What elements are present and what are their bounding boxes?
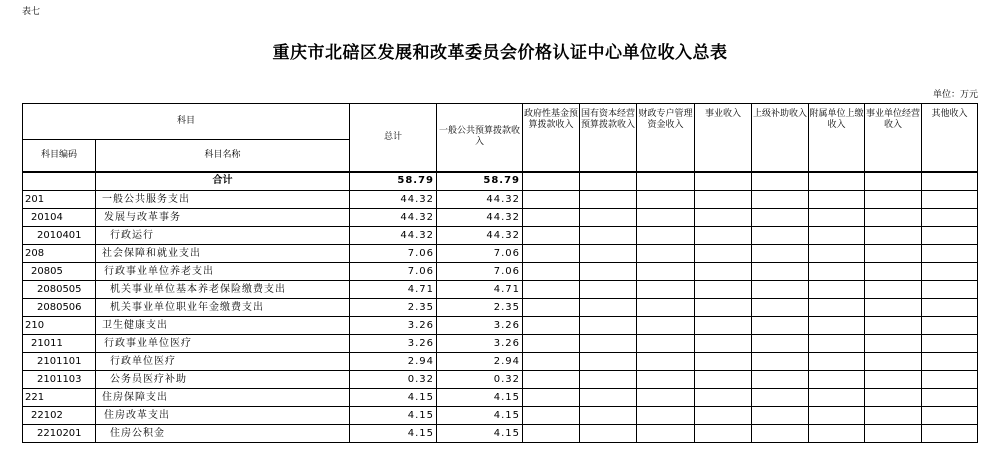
empty-cell — [922, 191, 978, 209]
subject-name: 住房改革支出 — [96, 407, 350, 425]
empty-cell — [865, 299, 922, 317]
empty-cell — [695, 209, 752, 227]
empty-cell — [922, 371, 978, 389]
table-row — [23, 209, 978, 227]
table-row — [23, 371, 978, 389]
header-total: 总计 — [350, 104, 437, 172]
header-code: 科目编码 — [23, 140, 96, 172]
empty-cell — [695, 281, 752, 299]
subject-code: 20805 — [23, 263, 96, 281]
empty-cell — [695, 317, 752, 335]
table-row — [23, 191, 978, 209]
table-row — [23, 425, 978, 443]
empty-cell — [695, 371, 752, 389]
empty-cell — [752, 227, 809, 245]
empty-cell — [523, 191, 580, 209]
amount-general-budget: 2.94 — [437, 353, 523, 371]
header-affiliated: 附属单位上缴收入 — [809, 104, 865, 172]
empty-cell — [580, 425, 637, 443]
empty-cell — [865, 245, 922, 263]
amount-total: 44.32 — [350, 191, 437, 209]
empty-cell — [637, 335, 695, 353]
empty-cell — [809, 191, 865, 209]
subject-code: 2101101 — [23, 353, 96, 371]
empty-cell — [637, 281, 695, 299]
amount-general-budget: 44.32 — [437, 191, 523, 209]
empty-cell — [695, 353, 752, 371]
subject-code: 2210201 — [23, 425, 96, 443]
table-row — [23, 299, 978, 317]
empty-cell — [752, 191, 809, 209]
empty-cell — [752, 263, 809, 281]
empty-cell — [809, 317, 865, 335]
empty-cell — [922, 407, 978, 425]
empty-cell — [752, 245, 809, 263]
empty-cell — [695, 335, 752, 353]
header-other: 其他收入 — [922, 104, 978, 172]
empty-cell — [523, 317, 580, 335]
subject-code: 210 — [23, 317, 96, 335]
total-amount: 58.79 — [350, 172, 437, 191]
empty-cell — [865, 389, 922, 407]
header-subject: 科目 — [23, 104, 350, 140]
empty-cell — [752, 209, 809, 227]
empty-cell — [809, 335, 865, 353]
amount-total: 3.26 — [350, 317, 437, 335]
total-general-budget: 58.79 — [437, 172, 523, 191]
empty-cell — [865, 209, 922, 227]
empty-cell — [752, 299, 809, 317]
empty-cell — [865, 371, 922, 389]
table-row — [23, 353, 978, 371]
table-row — [23, 389, 978, 407]
empty-cell — [809, 371, 865, 389]
table-row — [23, 407, 978, 425]
empty-cell — [809, 407, 865, 425]
empty-cell — [580, 245, 637, 263]
empty-cell — [695, 227, 752, 245]
empty-cell — [752, 335, 809, 353]
empty-cell — [922, 281, 978, 299]
page-title: 重庆市北碚区发展和改革委员会价格认证中心单位收入总表 — [272, 43, 728, 63]
empty-cell — [580, 263, 637, 281]
empty-cell — [809, 227, 865, 245]
amount-total: 4.71 — [350, 281, 437, 299]
empty-cell — [922, 299, 978, 317]
empty-cell — [637, 245, 695, 263]
empty-cell — [922, 335, 978, 353]
empty-cell — [637, 353, 695, 371]
empty-cell — [523, 227, 580, 245]
header-business: 事业收入 — [695, 104, 752, 172]
empty-cell — [752, 353, 809, 371]
empty-cell — [695, 245, 752, 263]
empty-cell — [580, 227, 637, 245]
empty-cell — [637, 389, 695, 407]
empty-cell — [580, 407, 637, 425]
empty-cell — [523, 281, 580, 299]
empty-cell — [523, 299, 580, 317]
empty-cell — [523, 371, 580, 389]
amount-general-budget: 4.15 — [437, 389, 523, 407]
empty-cell — [580, 335, 637, 353]
amount-total: 2.35 — [350, 299, 437, 317]
subject-name: 行政事业单位养老支出 — [96, 263, 350, 281]
empty-cell — [922, 245, 978, 263]
subject-name: 一般公共服务支出 — [96, 191, 350, 209]
empty-cell — [695, 263, 752, 281]
empty-cell — [865, 407, 922, 425]
total-label: 合计 — [96, 172, 350, 191]
subject-code: 22102 — [23, 407, 96, 425]
subject-name: 卫生健康支出 — [96, 317, 350, 335]
subject-name: 住房保障支出 — [96, 389, 350, 407]
empty-cell — [523, 209, 580, 227]
empty-cell — [865, 281, 922, 299]
subject-name: 机关事业单位基本养老保险缴费支出 — [96, 281, 350, 299]
empty-cell — [922, 353, 978, 371]
empty-cell — [523, 263, 580, 281]
empty-cell — [523, 335, 580, 353]
empty-cell — [637, 227, 695, 245]
empty-cell — [752, 407, 809, 425]
empty-cell — [580, 299, 637, 317]
empty-cell — [523, 425, 580, 443]
empty-cell — [809, 245, 865, 263]
empty-cell — [695, 407, 752, 425]
amount-general-budget: 7.06 — [437, 245, 523, 263]
amount-total: 7.06 — [350, 245, 437, 263]
empty-cell — [637, 263, 695, 281]
subject-code: 2080505 — [23, 281, 96, 299]
empty-cell — [865, 317, 922, 335]
empty-cell — [922, 389, 978, 407]
empty-cell — [865, 191, 922, 209]
empty-cell — [922, 263, 978, 281]
empty-cell — [865, 227, 922, 245]
table-row — [23, 317, 978, 335]
unit-label: 单位：万元 — [932, 90, 978, 100]
empty-cell — [637, 371, 695, 389]
amount-total: 7.06 — [350, 263, 437, 281]
subject-code: 20104 — [23, 209, 96, 227]
header-name: 科目名称 — [96, 140, 350, 172]
empty-cell — [580, 281, 637, 299]
empty-cell — [922, 425, 978, 443]
subject-code: 2080506 — [23, 299, 96, 317]
empty-cell — [809, 281, 865, 299]
subject-name: 公务员医疗补助 — [96, 371, 350, 389]
empty-cell — [695, 389, 752, 407]
amount-general-budget: 44.32 — [437, 227, 523, 245]
empty-cell — [637, 317, 695, 335]
empty-cell — [922, 317, 978, 335]
subject-name: 社会保障和就业支出 — [96, 245, 350, 263]
table-number: 表七 — [22, 7, 41, 17]
empty-cell — [922, 209, 978, 227]
empty-cell — [580, 209, 637, 227]
subject-code: 221 — [23, 389, 96, 407]
total-row — [23, 172, 978, 191]
amount-general-budget: 3.26 — [437, 335, 523, 353]
empty-cell — [865, 425, 922, 443]
empty-cell — [809, 353, 865, 371]
empty-cell — [523, 353, 580, 371]
empty-cell — [809, 389, 865, 407]
amount-general-budget: 7.06 — [437, 263, 523, 281]
header-gov-fund: 政府性基金预算拨款收入 — [523, 104, 580, 172]
table-row — [23, 263, 978, 281]
empty-cell — [695, 299, 752, 317]
empty-cell — [580, 389, 637, 407]
subject-code: 21011 — [23, 335, 96, 353]
amount-total: 3.26 — [350, 335, 437, 353]
amount-total: 44.32 — [350, 227, 437, 245]
header-operating: 事业单位经营收入 — [865, 104, 922, 172]
amount-total: 4.15 — [350, 389, 437, 407]
empty-cell — [752, 389, 809, 407]
empty-cell — [523, 389, 580, 407]
subject-code: 201 — [23, 191, 96, 209]
amount-general-budget: 2.35 — [437, 299, 523, 317]
empty-cell — [865, 335, 922, 353]
amount-total: 44.32 — [350, 209, 437, 227]
amount-total: 4.15 — [350, 425, 437, 443]
empty-cell — [580, 191, 637, 209]
subject-name: 行政单位医疗 — [96, 353, 350, 371]
header-special-account: 财政专户管理资金收入 — [637, 104, 695, 172]
header-superior-subsidy: 上级补助收入 — [752, 104, 809, 172]
empty-cell — [752, 425, 809, 443]
empty-cell — [809, 209, 865, 227]
subject-code: 2010401 — [23, 227, 96, 245]
empty-cell — [637, 299, 695, 317]
empty-cell — [695, 425, 752, 443]
header-state-capital: 国有资本经营预算拨款收入 — [580, 104, 637, 172]
amount-general-budget: 4.15 — [437, 407, 523, 425]
subject-name: 发展与改革事务 — [96, 209, 350, 227]
empty-cell — [637, 425, 695, 443]
subject-code: 208 — [23, 245, 96, 263]
amount-total: 2.94 — [350, 353, 437, 371]
empty-cell — [922, 227, 978, 245]
subject-name: 机关事业单位职业年金缴费支出 — [96, 299, 350, 317]
subject-name: 行政事业单位医疗 — [96, 335, 350, 353]
table-row — [23, 335, 978, 353]
total-code-cell — [23, 172, 96, 191]
empty-cell — [752, 281, 809, 299]
empty-cell — [865, 263, 922, 281]
table-row — [23, 281, 978, 299]
empty-cell — [523, 245, 580, 263]
empty-cell — [637, 407, 695, 425]
empty-cell — [637, 191, 695, 209]
empty-cell — [809, 425, 865, 443]
amount-general-budget: 4.71 — [437, 281, 523, 299]
empty-cell — [752, 371, 809, 389]
empty-cell — [865, 353, 922, 371]
empty-cell — [809, 263, 865, 281]
empty-cell — [580, 317, 637, 335]
table-row — [23, 245, 978, 263]
empty-cell — [695, 191, 752, 209]
amount-total: 4.15 — [350, 407, 437, 425]
subject-code: 2101103 — [23, 371, 96, 389]
empty-cell — [752, 317, 809, 335]
amount-general-budget: 0.32 — [437, 371, 523, 389]
subject-name: 住房公积金 — [96, 425, 350, 443]
empty-cell — [523, 407, 580, 425]
empty-cell — [580, 353, 637, 371]
amount-total: 0.32 — [350, 371, 437, 389]
empty-cell — [809, 299, 865, 317]
amount-general-budget: 3.26 — [437, 317, 523, 335]
subject-name: 行政运行 — [96, 227, 350, 245]
empty-cell — [580, 371, 637, 389]
empty-cell — [637, 209, 695, 227]
amount-general-budget: 44.32 — [437, 209, 523, 227]
header-general-budget: 一般公共预算拨款收入 — [437, 104, 523, 172]
amount-general-budget: 4.15 — [437, 425, 523, 443]
income-summary-table — [22, 103, 978, 443]
table-row — [23, 227, 978, 245]
